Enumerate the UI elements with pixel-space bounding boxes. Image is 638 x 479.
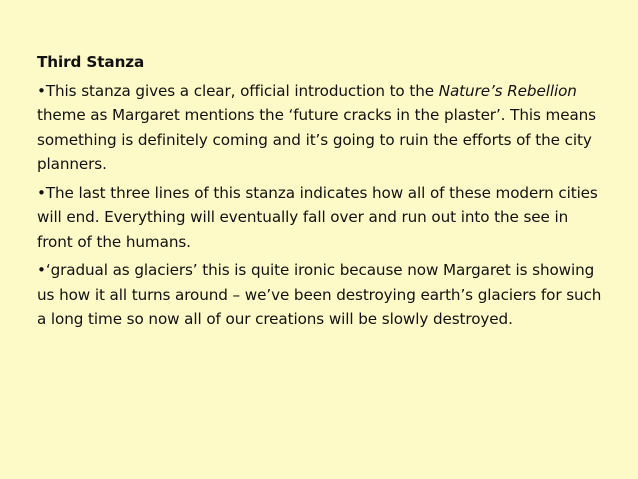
slide-heading: Third Stanza	[37, 53, 145, 71]
bullet-text-2: The last three lines of this stanza indicates how all of these modern cities will end. Everything will eventually fall over and run out into the see in front of the humans.	[37, 183, 598, 251]
slide-content	[37, 50, 607, 336]
bullet-text-1b: theme as Margaret mentions the ‘future cracks in the plaster’. This means something is definitely coming and it’s going to ruin the efforts of the city planners.	[37, 106, 596, 173]
bullet-text-1-italic: Nature’s Rebellion	[438, 81, 577, 100]
bullet-text-3: ‘gradual as glaciers’ this is quite ironic because now Margaret is showing us how it all turns around – we’ve been destroying earth’s glaciers for such a long time so now all of our creations will be slowly destroyed.	[37, 261, 602, 328]
bullet-item-1	[37, 79, 607, 177]
bullet-item-3	[37, 258, 607, 332]
bullet-marker: •	[37, 183, 46, 202]
bullet-text-1a: This stanza gives a clear, official introduction to the	[45, 81, 439, 100]
bullet-marker: •	[37, 81, 46, 100]
bullet-item-2	[37, 181, 607, 255]
bullet-marker: •	[37, 261, 46, 279]
